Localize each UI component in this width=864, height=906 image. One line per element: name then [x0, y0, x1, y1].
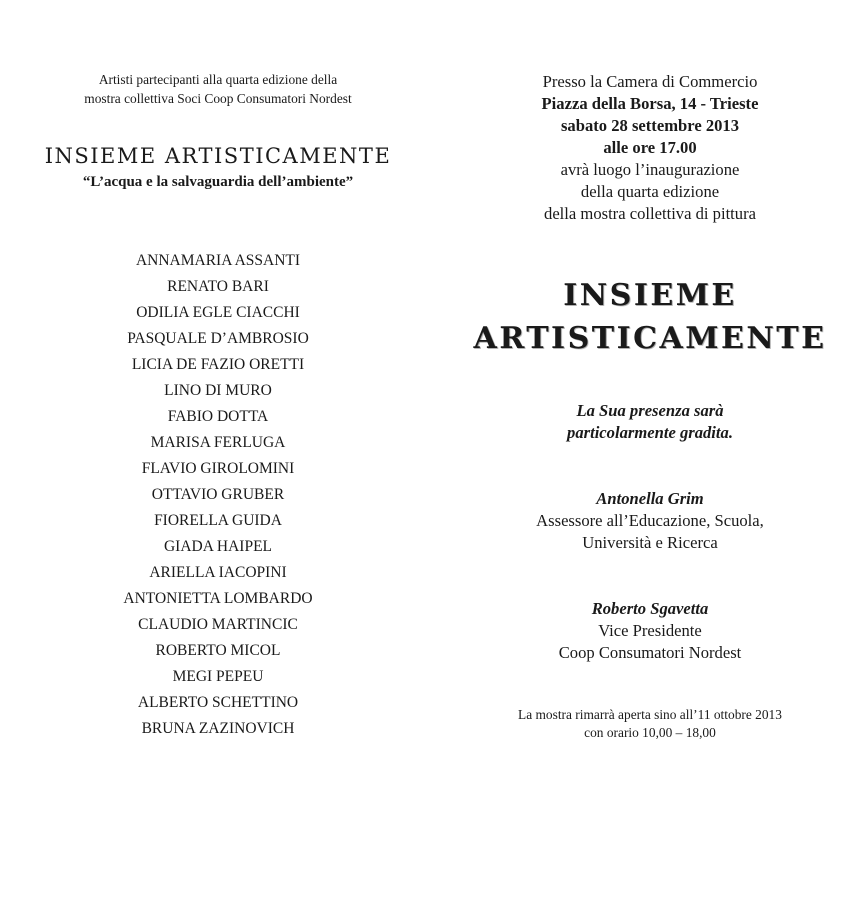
- signatory-role: Università e Ricerca: [582, 533, 718, 552]
- artist-name: ODILIA EGLE CIACCHI: [136, 304, 300, 321]
- venue-line: della mostra collettiva di pittura: [544, 204, 756, 223]
- signatory-role: Vice Presidente: [598, 621, 702, 640]
- artist-name: OTTAVIO GRUBER: [151, 486, 285, 503]
- artist-name: ARIELLA IACOPINI: [149, 564, 287, 581]
- venue-line: Presso la Camera di Commercio: [542, 72, 758, 91]
- artist-name: BRUNA ZAZINOVICH: [141, 720, 295, 737]
- signatory-sgavetta: [436, 598, 864, 664]
- intro-line: Artisti partecipanti alla quarta edizione della: [98, 72, 338, 87]
- invitation-line: particolarmente gradita.: [567, 423, 733, 442]
- artist-name: LINO DI MURO: [164, 382, 272, 399]
- intro-text: [0, 70, 436, 108]
- artist-name: ANNAMARIA ASSANTI: [135, 252, 301, 269]
- artist-name: PASQUALE D’AMBROSIO: [127, 330, 309, 347]
- signatory-role: Assessore all’Educazione, Scuola,: [536, 511, 764, 530]
- exhibition-title: INSIEME ARTISTICAMENTE: [44, 144, 392, 168]
- closing-line: La mostra rimarrà aperta sino all’11 ottobre 2013: [518, 707, 782, 722]
- venue-line: avrà luogo l’inaugurazione: [560, 160, 740, 179]
- signatory-grim: [436, 488, 864, 554]
- venue-address: Piazza della Borsa, 14 - Trieste: [541, 94, 759, 113]
- event-time: alle ore 17.00: [603, 138, 697, 157]
- artist-name: CLAUDIO MARTINCIC: [138, 616, 298, 633]
- artist-name: ANTONIETTA LOMBARDO: [123, 590, 313, 607]
- invitation-note: [436, 400, 864, 444]
- closing-line: con orario 10,00 – 18,00: [584, 725, 716, 740]
- signatory-role: Coop Consumatori Nordest: [558, 643, 742, 662]
- artist-name: ALBERTO SCHETTINO: [137, 694, 299, 711]
- invitation-line: La Sua presenza sarà: [576, 401, 724, 420]
- artist-name: FABIO DOTTA: [167, 408, 269, 425]
- artist-name: GIADA HAIPEL: [163, 538, 273, 555]
- artist-name: MARISA FERLUGA: [150, 434, 286, 451]
- artist-name: ROBERTO MICOL: [155, 642, 281, 659]
- venue-info: [436, 71, 864, 225]
- signatory-name: Roberto Sgavetta: [591, 599, 709, 618]
- artist-list: [0, 250, 436, 744]
- main-title-line: ARTISTICAMENTE: [473, 321, 827, 356]
- opening-hours-note: [436, 706, 864, 742]
- artist-name: FLAVIO GIROLOMINI: [141, 460, 295, 477]
- venue-line: della quarta edizione: [580, 182, 720, 201]
- intro-line: mostra collettiva Soci Coop Consumatori Nordest: [84, 91, 352, 106]
- artist-name: LICIA DE FAZIO ORETTI: [131, 356, 305, 373]
- artist-name: MEGI PEPEU: [172, 668, 264, 685]
- exhibition-subtitle: “L’acqua e la salvaguardia dell’ambiente”: [82, 174, 354, 190]
- main-title-line: INSIEME: [563, 278, 737, 313]
- artist-name: RENATO BARI: [167, 278, 269, 295]
- event-date: sabato 28 settembre 2013: [560, 116, 740, 135]
- artist-name: FIORELLA GUIDA: [154, 512, 282, 529]
- signatory-name: Antonella Grim: [596, 489, 704, 508]
- main-title: [436, 274, 864, 360]
